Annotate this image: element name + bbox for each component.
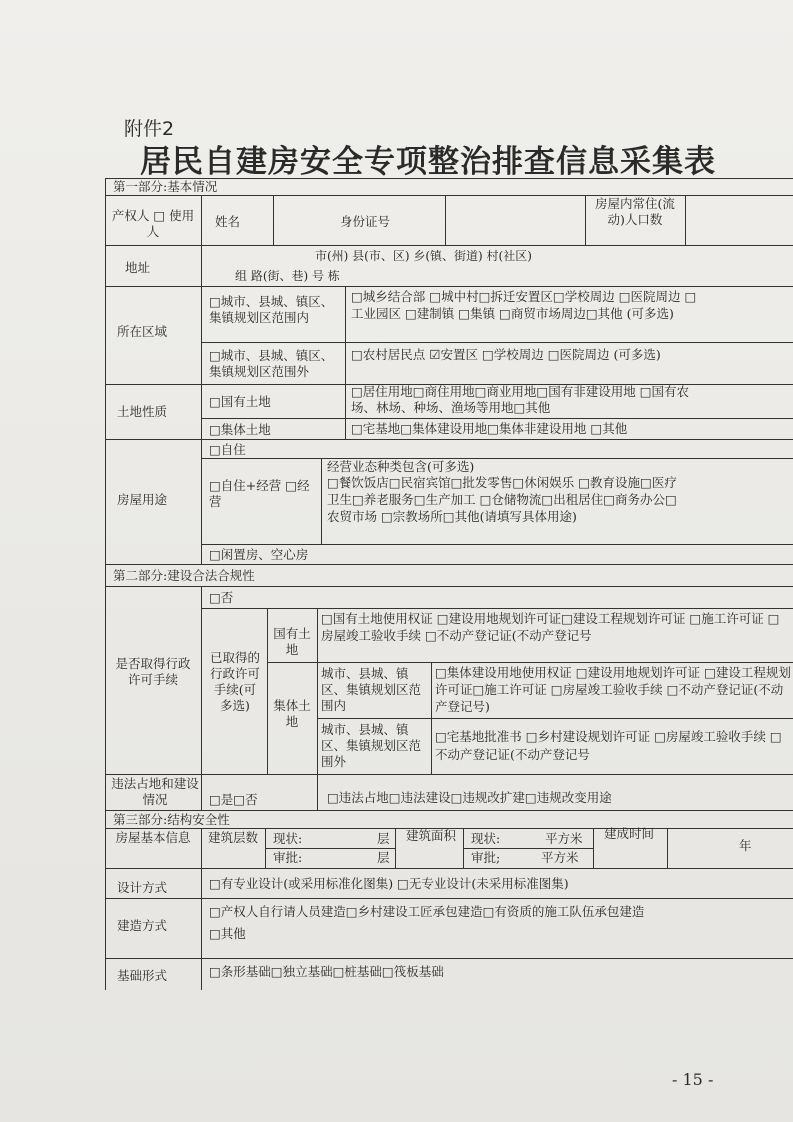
coll-in-label: 城市、县城、镇区、集镇规划区范围内 xyxy=(321,666,422,713)
floors-current-unit: 层 xyxy=(377,831,390,846)
page-number: - 15 - xyxy=(672,1070,714,1089)
area-current-unit: 平方米 xyxy=(545,831,583,846)
permit-no: □否 xyxy=(209,590,234,605)
build-other: □其他 xyxy=(209,926,246,941)
built-label: 建成时间 xyxy=(603,826,654,841)
part2-heading: 第二部分:建设合法合规性 xyxy=(113,568,255,583)
coll-out-options: □宅基地批准书 □乡村建设规划许可证 □房屋竣工验收手续 □不动产登记证(不动产登记号 xyxy=(435,729,782,762)
region-in-label: □城市、县城、镇区、集镇规划区范围内 xyxy=(209,294,334,325)
form-title: 居民自建房安全专项整治排查信息采集表 xyxy=(140,144,716,180)
owner-label: 产权人 □ 使用人 xyxy=(111,208,195,239)
floors-approved-unit: 层 xyxy=(377,850,390,865)
coll-out-label: 城市、县城、镇区、集镇规划区范围外 xyxy=(321,722,422,769)
attachment-label: 附件2 xyxy=(124,118,175,140)
land-state: □国有土地 xyxy=(209,394,271,409)
build-label: 建造方式 xyxy=(117,918,168,933)
use-self: □自住 xyxy=(209,442,246,457)
region-in-options: □城乡结合部 □城中村□拆迁安置区□学校周边 □医院周边 □工业园区 □建制镇 □集镇 □商贸市场周边□其他 (可多选) xyxy=(351,289,697,321)
address-line2: 组 路(街、巷) 号 栋 xyxy=(235,269,340,283)
use-business-options: □餐饮饭店□民宿宾馆□批发零售□休闲娱乐 □教育设施□医疗卫生□养老服务□生产加工 □仓储物流□出租居住□商务办公□农贸市场 □宗教场所□其他(请填写具体用途) xyxy=(327,475,677,524)
permit-obtained: 已取得的行政许可手续(可多选) xyxy=(209,650,260,713)
land-state-options: □居住用地□商住用地□商业用地□国有非建设用地 □国有农场、林场、种场、渔场等用地□其他 xyxy=(351,384,690,415)
collective-land-label: 集体土地 xyxy=(273,698,311,729)
region-label: 所在区域 xyxy=(117,324,168,339)
foundation-label: 基础形式 xyxy=(117,968,168,983)
area-current: 现状: xyxy=(471,831,501,846)
build-options: □产权人自行请人员建造□乡村建设工匠承包建造□有资质的施工队伍承包建造 xyxy=(209,904,645,919)
part3-heading: 第三部分:结构安全性 xyxy=(113,812,230,827)
floors-current: 现状: xyxy=(273,831,303,846)
floors-label: 建筑层数 xyxy=(207,830,258,845)
coll-in-options: □集体建设用地使用权证 □建设用地规划许可证 □建设工程规划许可证□施工许可证 □房屋竣工验收手续 □不动产登记证(不动产登记号) xyxy=(435,665,791,714)
basic-label: 房屋基本信息 xyxy=(115,830,191,845)
design-label: 设计方式 xyxy=(117,880,168,895)
resident-label: 房屋内常住(流动)人口数 xyxy=(595,196,675,227)
land-collective: □集体土地 xyxy=(209,422,271,437)
region-out-options: □农村居民点 ☑安置区 □学校周边 □医院周边 (可多选) xyxy=(351,347,661,362)
name-label: 姓名 xyxy=(215,214,241,229)
info-collection-table xyxy=(105,178,793,990)
illegal-label: 违法占地和建设情况 xyxy=(111,776,199,807)
land-collective-options: □宅基地□集体建设用地□集体非建设用地 □其他 xyxy=(351,421,628,436)
state-land-options: □国有土地使用权证 □建设用地规划许可证□建设工程规划许可证 □施工许可证 □房屋竣工验收手续 □不动产登记证(不动产登记号 xyxy=(321,611,780,643)
land-label: 土地性质 xyxy=(117,404,168,419)
foundation-options: □条形基础□独立基础□桩基础□筏板基础 xyxy=(209,964,444,979)
use-label: 房屋用途 xyxy=(117,492,168,507)
use-vacant: □闲置房、空心房 xyxy=(209,547,309,562)
id-label: 身份证号 xyxy=(340,214,391,229)
area-approved: 审批; xyxy=(471,850,501,865)
year-unit: 年 xyxy=(739,838,752,853)
use-business-title: 经营业态种类包含(可多选) xyxy=(327,459,475,474)
address-label: 地址 xyxy=(125,260,151,275)
floors-approved: 审批: xyxy=(273,850,303,865)
part1-heading: 第一部分:基本情况 xyxy=(113,179,218,194)
address-line1: 市(州) 县(市、区) 乡(镇、街道) 村(社区) xyxy=(315,249,532,263)
illegal-options: □违法占地□违法建设□违规改扩建□违规改变用途 xyxy=(327,790,612,805)
state-land-label: 国有土地 xyxy=(273,626,311,657)
use-mixed: □自住+经营 □经营 xyxy=(209,478,310,509)
permit-label: 是否取得行政许可手续 xyxy=(115,656,191,687)
area-label: 建筑面积 xyxy=(405,828,456,843)
area-approved-unit: 平方米 xyxy=(541,850,579,865)
illegal-choice: □是□否 xyxy=(209,792,258,807)
design-options: □有专业设计(或采用标准化图集) □无专业设计(未采用标准图集) xyxy=(209,876,569,891)
region-out-label: □城市、县城、镇区、集镇规划区范围外 xyxy=(209,348,334,379)
